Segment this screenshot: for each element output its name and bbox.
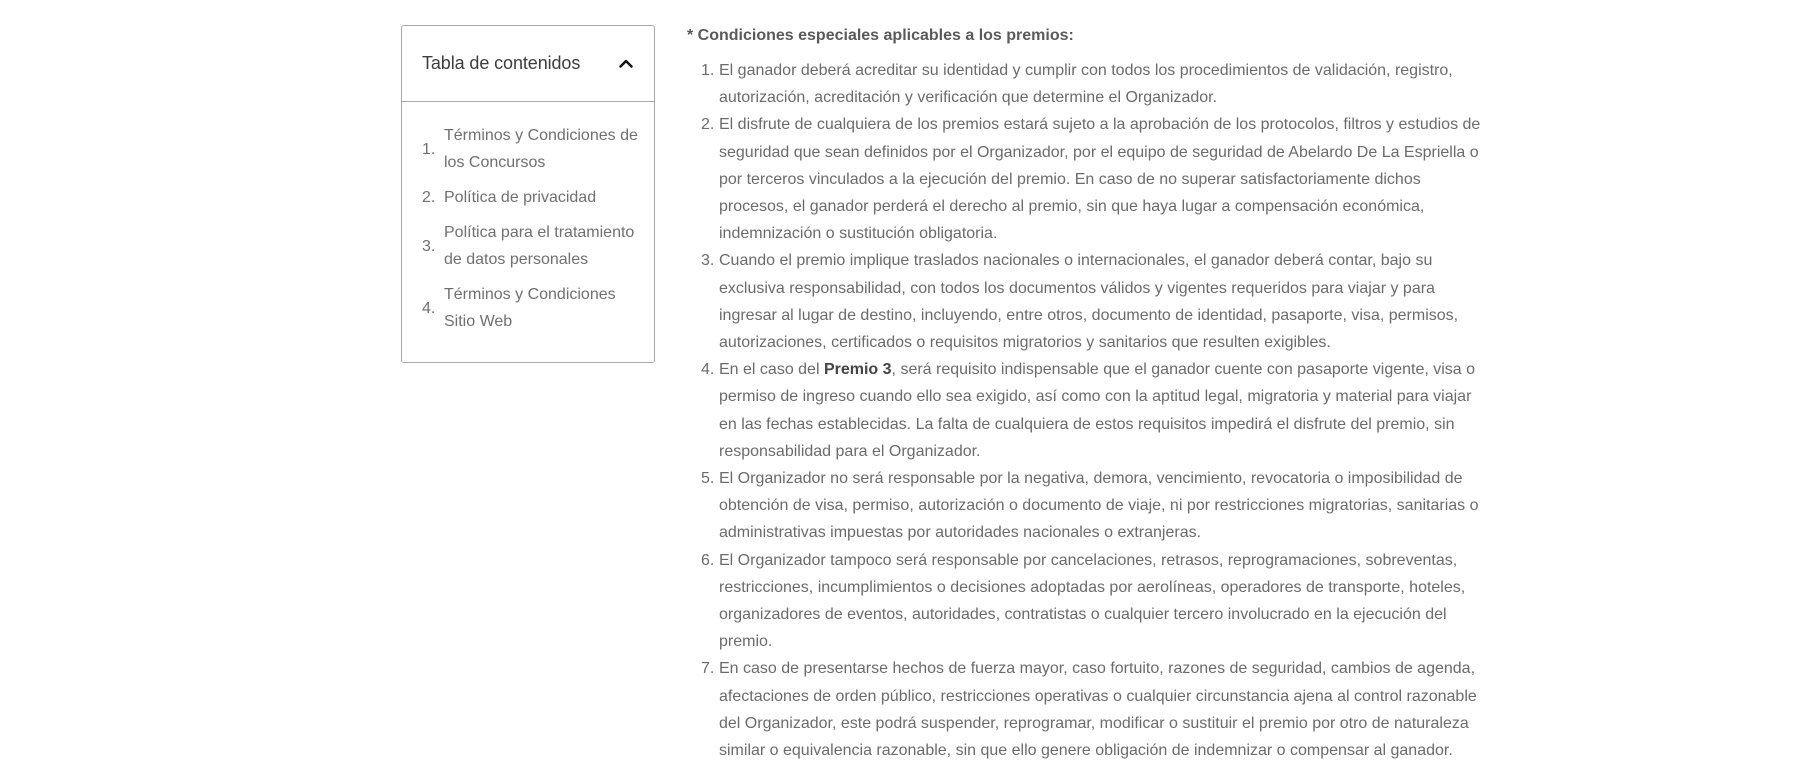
condition-text: El Organizador tampoco será responsable por cancelaciones, retrasos, reprogramaciones, sobreventas, restricciones, incumplimientos o decisiones adoptadas por aerolíneas, operadores de transporte, hoteles, organizadores de eventos, autoridades, contratistas o cualquier tercero involucrado en la ejecución del premio. [719, 551, 1466, 651]
prize-name-bold: Premio 3 [823, 361, 892, 379]
condition-text: El disfrute de cualquiera de los premios estará sujeto a la aprobación de los protocolos, filtros y estudios de seguridad que sean definidos por el Organizador, por el equipo de seguridad de Abelardo De La Espriella o por terceros vinculados a la ejecución del premio. En caso de no superar satisfactoriamente dichos procesos, el ganador perderá el derecho al premio, sin que haya lugar a compensación económica, indemnización o sustitución obligatoria. [719, 116, 1481, 243]
toc-item-tratamiento-datos[interactable] [422, 219, 642, 273]
condition-item [701, 655, 1487, 764]
condition-text-after: , será requisito indispensable que el ganador cuente con pasaporte vigente, visa o permiso de ingreso cuando ello sea exigido, así como con la aptitud legal, migratoria y material para viajar en las fechas establecidas. La falta de cualquiera de estos requisitos impedirá el disfrute del premio, sin responsabilidad para el Organizador. [719, 361, 1476, 460]
condition-number: 3. [701, 252, 715, 270]
condition-number: 6. [701, 551, 715, 569]
toc-item-number: 3. [422, 237, 436, 255]
toc-item-number: 4. [422, 299, 436, 317]
table-of-contents [401, 25, 655, 363]
section-heading: * Condiciones especiales aplicables a los premios: [687, 27, 1074, 44]
condition-item [701, 547, 1487, 656]
toc-title: Tabla de contenidos [422, 53, 581, 73]
condition-text: El ganador deberá acreditar su identidad y cumplir con todos los procedimientos de validación, registro, autorización, acreditación y verificación que determine el Organizador. [719, 62, 1453, 107]
condition-number: 5. [701, 470, 715, 488]
condition-item [701, 465, 1487, 547]
conditions-list [687, 57, 1487, 764]
toc-item-label[interactable]: Términos y Condiciones Sitio Web [444, 286, 616, 330]
toc-list [402, 102, 654, 335]
condition-number: 7. [701, 660, 715, 678]
condition-item [701, 57, 1487, 111]
toc-item-terminos-sitio-web[interactable] [422, 281, 642, 335]
condition-number: 2. [701, 116, 715, 134]
condition-text-before: En el caso del [719, 361, 824, 379]
toc-item-number: 1. [422, 140, 436, 158]
condition-item [701, 111, 1487, 247]
toc-item-politica-privacidad[interactable] [422, 184, 642, 211]
chevron-up-icon[interactable] [618, 56, 634, 72]
condition-text: El Organizador no será responsable por la negativa, demora, vencimiento, revocatoria o imposibilidad de obtención de visa, permiso, autorización o documento de viaje, ni por restricciones migratorias, sanitarias o administrativas impuestas por autoridades nacionales o extranjeras. [719, 470, 1479, 542]
condition-number: 1. [701, 62, 715, 79]
terms-content [687, 25, 1487, 764]
condition-text: En caso de presentarse hechos de fuerza mayor, caso fortuito, razones de seguridad, cambios de agenda, afectaciones de orden público, restricciones operativas o cualquier circunstancia ajena al control razonable del Organizador, este podrá suspender, reprogramar, modificar o sustituir el premio por otro de naturaleza similar o equivalencia razonable, sin que ello genere obligación de indemnizar o compensar al ganador. [719, 660, 1477, 760]
condition-number: 4. [701, 361, 715, 379]
condition-item [701, 247, 1487, 356]
toc-item-label[interactable]: Política para el tratamiento de datos personales [444, 224, 635, 268]
condition-text: Cuando el premio implique traslados nacionales o internacionales, el ganador deberá contar, bajo su exclusiva responsabilidad, con todos los documentos válidos y vigentes requeridos para viajar y para ingresar al lugar de destino, incluyendo, entre otros, documento de identidad, pasaporte, visa, permisos, autorizaciones, certificados o requisitos migratorios y sanitarios que resulten exigibles. [719, 252, 1459, 352]
condition-item [701, 356, 1487, 465]
toc-item-label[interactable]: Términos y Condiciones de los Concursos [444, 127, 638, 171]
toc-item-number: 2. [422, 189, 436, 206]
toc-item-terminos-concursos[interactable] [422, 122, 642, 176]
toc-toggle-button[interactable] [402, 26, 654, 102]
toc-item-label[interactable]: Política de privacidad [444, 189, 597, 206]
